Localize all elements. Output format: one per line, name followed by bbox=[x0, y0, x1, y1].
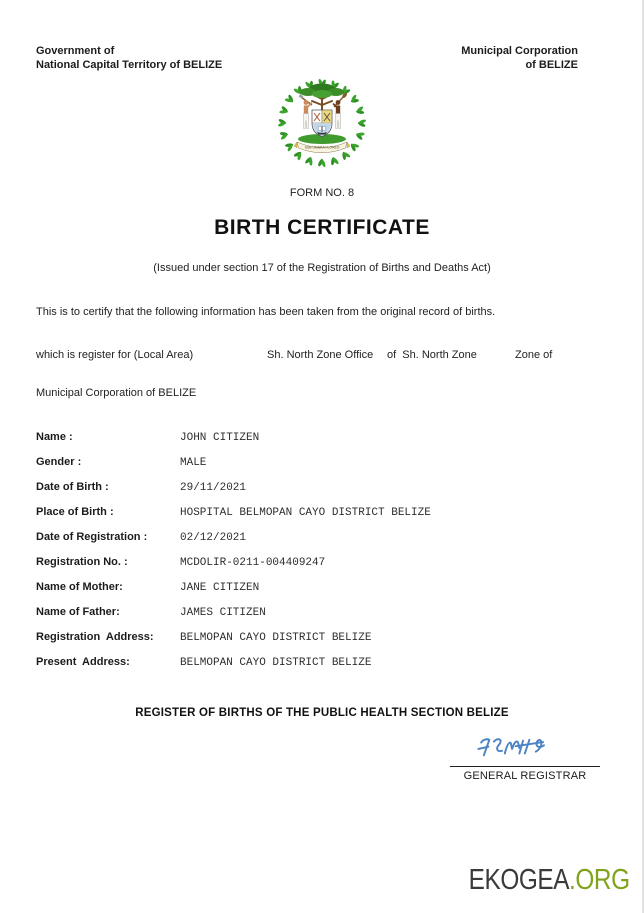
ekogea-logo bbox=[469, 864, 630, 897]
field-label: Registration No. : bbox=[36, 556, 128, 568]
signature-line bbox=[450, 766, 600, 767]
field-row-place-of-birth bbox=[0, 506, 644, 522]
register-of-births-title: REGISTER OF BIRTHS OF THE PUBLIC HEALTH SECTION BELIZE bbox=[135, 707, 509, 719]
register-line-suffix: Zone of bbox=[515, 349, 553, 361]
header-right bbox=[461, 44, 578, 72]
field-label: Gender : bbox=[36, 456, 82, 468]
field-row-mother-name bbox=[0, 581, 644, 597]
motto-text: SUB UMBRA FLOREO bbox=[304, 145, 340, 150]
header-left-line2: National Capital Territory of BELIZE bbox=[36, 59, 223, 71]
field-row-name bbox=[0, 431, 644, 447]
field-value: JOHN CITIZEN bbox=[180, 432, 260, 444]
field-label: Date of Birth : bbox=[36, 481, 109, 493]
register-line-prefix: which is register for (Local Area) bbox=[36, 349, 194, 361]
register-line bbox=[0, 349, 644, 365]
field-label: Name : bbox=[36, 431, 73, 443]
ekogea-logo-green: .ORG bbox=[569, 864, 630, 896]
field-value: 02/12/2021 bbox=[180, 532, 247, 544]
registrar-signature-icon bbox=[472, 732, 554, 764]
document-title: BIRTH CERTIFICATE bbox=[214, 216, 430, 239]
certify-text: This is to certify that the following information has been taken from the original record of births. bbox=[36, 306, 496, 318]
left-figure bbox=[298, 94, 312, 129]
field-row-date-of-registration bbox=[0, 531, 644, 547]
field-label: Present Address: bbox=[36, 656, 130, 668]
field-value: HOSPITAL BELMOPAN CAYO DISTRICT BELIZE bbox=[180, 507, 431, 519]
field-label: Name of Father: bbox=[36, 606, 120, 618]
register-zone-value: of Sh. North Zone bbox=[387, 349, 477, 361]
register-office-value: Sh. North Zone Office bbox=[267, 349, 374, 361]
header-right-line2: of BELIZE bbox=[525, 59, 578, 71]
field-row-gender bbox=[0, 456, 644, 472]
field-row-father-name bbox=[0, 606, 644, 622]
field-value: JAMES CITIZEN bbox=[180, 607, 266, 619]
field-row-date-of-birth bbox=[0, 481, 644, 497]
field-value: MALE bbox=[180, 457, 207, 469]
right-figure bbox=[334, 92, 348, 129]
field-label: Registration Address: bbox=[36, 631, 154, 643]
shield bbox=[312, 110, 332, 137]
header-left bbox=[36, 44, 222, 72]
field-label: Name of Mother: bbox=[36, 581, 123, 593]
header-left-line1: Government of bbox=[36, 45, 115, 57]
register-line2: Municipal Corporation of BELIZE bbox=[36, 387, 197, 399]
header-right-line1: Municipal Corporation bbox=[461, 45, 578, 57]
registrar-label: GENERAL REGISTRAR bbox=[463, 770, 587, 782]
field-row-registration-address bbox=[0, 631, 644, 647]
field-value: 29/11/2021 bbox=[180, 482, 247, 494]
field-value: BELMOPAN CAYO DISTRICT BELIZE bbox=[180, 657, 372, 669]
field-row-present-address bbox=[0, 656, 644, 672]
document-subtitle: (Issued under section 17 of the Registration of Births and Deaths Act) bbox=[153, 262, 491, 274]
field-value: JANE CITIZEN bbox=[180, 582, 260, 594]
field-label: Place of Birth : bbox=[36, 506, 114, 518]
field-value: BELMOPAN CAYO DISTRICT BELIZE bbox=[180, 632, 372, 644]
ekogea-logo-dark: EKOGEA bbox=[469, 864, 570, 896]
field-row-registration-no bbox=[0, 556, 644, 572]
belize-coat-of-arms-icon bbox=[272, 77, 372, 172]
form-number: FORM NO. 8 bbox=[289, 187, 355, 199]
field-label: Date of Registration : bbox=[36, 531, 148, 543]
field-value: MCDOLIR-0211-004409247 bbox=[180, 557, 326, 569]
